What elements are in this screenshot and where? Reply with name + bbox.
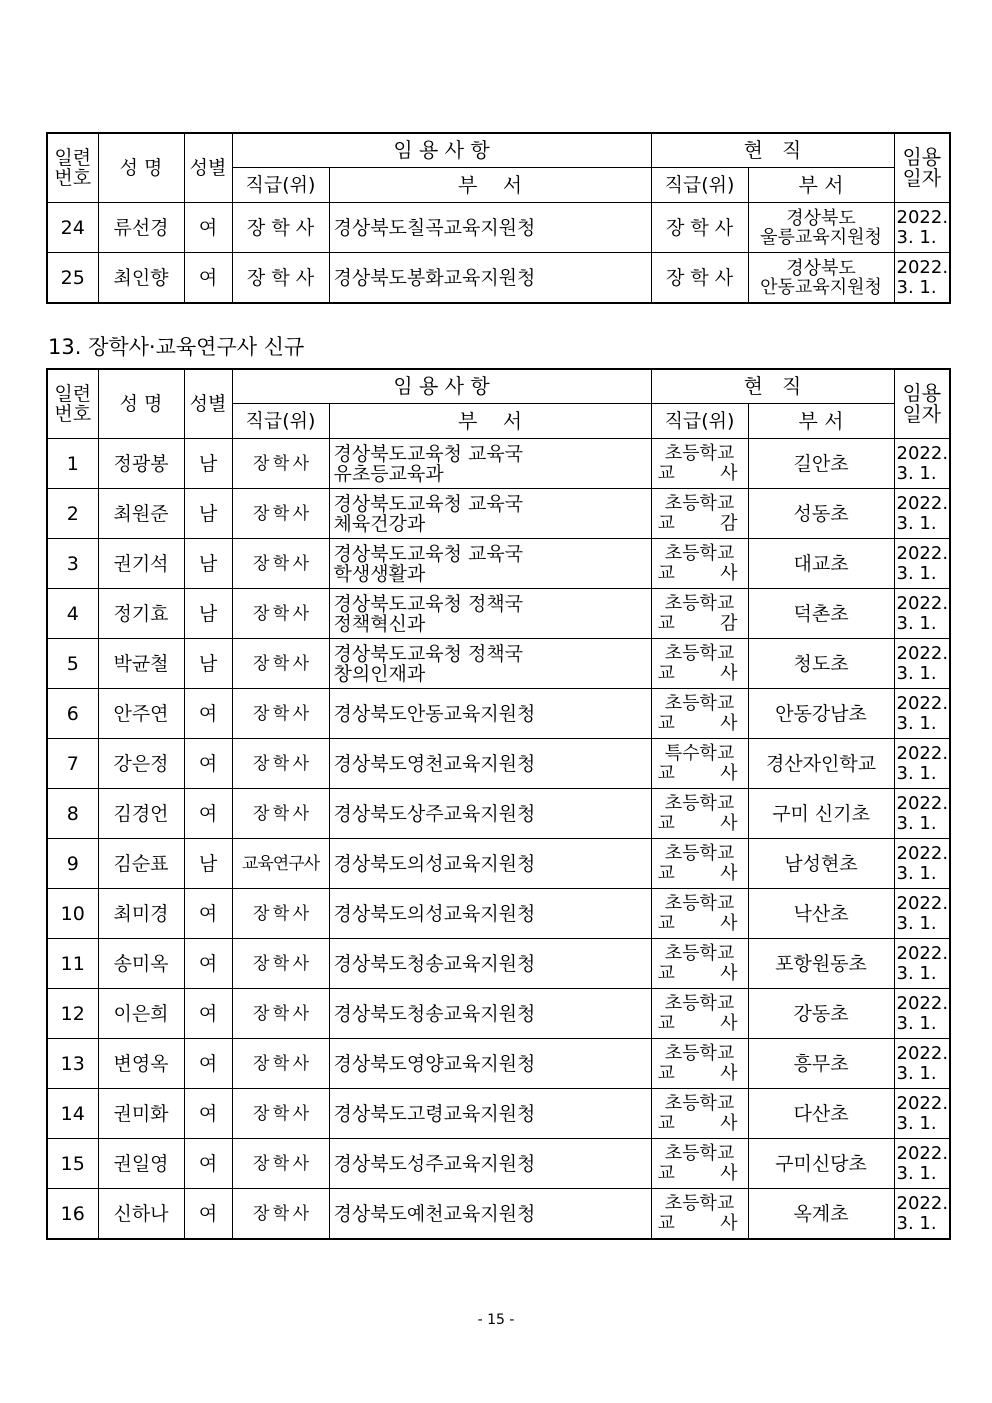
name-cell: 최인향 [98,253,184,304]
header-name: 성 명 [98,133,184,203]
name-cell: 강은정 [98,739,184,789]
cell-line: 2022. [896,206,949,228]
cell-line: 2022. [896,642,949,664]
serial-cell: 5 [47,639,98,689]
cell-line: 초등학교 [664,542,735,564]
dept-cell [329,1039,651,1089]
dept-cell [329,939,651,989]
cur-rank-cell [651,1039,748,1089]
cur-rank-cell [651,839,748,889]
cur-rank-cell [651,1139,748,1189]
cur-dept-cell: 구미 신기초 [748,789,894,839]
cell-line: 학생생활과 [333,562,426,585]
cell-line: 경상북도교육청 교육국 [333,542,524,565]
table-row [47,1139,950,1189]
table2-header [47,369,950,439]
cell-line: 2022. [896,992,949,1014]
header-appointment: 임 용 사 항 [232,133,651,168]
rank-cell: 장 학 사 [232,989,329,1039]
name-cell: 권일영 [98,1139,184,1189]
date-cell [894,839,950,889]
cur-rank-cell [651,689,748,739]
cur-rank-cell [651,1089,748,1139]
dept-cell: 경상북도칠곡교육지원청 [329,203,651,253]
table-row [47,1189,950,1240]
cell-line: 교 사 [657,812,738,834]
cell-line: 정책혁신과 [333,612,426,635]
cell-line: 교 사 [657,1012,738,1034]
table-row [47,439,950,489]
cell-line: 경상북도고령교육지원청 [333,1102,536,1125]
rank-cell: 장 학 사 [232,1189,329,1240]
cur-dept-cell: 남성현초 [748,839,894,889]
cell-line: 3. 1. [896,562,937,584]
cur-rank-cell: 장 학 사 [651,203,748,253]
table1-header [47,133,950,203]
name-cell: 송미옥 [98,939,184,989]
rank-cell: 장 학 사 [232,203,329,253]
dept-cell [329,539,651,589]
cur-dept-cell: 포항원동초 [748,939,894,989]
serial-cell: 3 [47,539,98,589]
cur-dept-cell: 옥계초 [748,1189,894,1240]
rank-cell: 장 학 사 [232,1039,329,1089]
cur-rank-cell [651,739,748,789]
header-rank: 직급(위) [232,168,329,203]
serial-cell: 9 [47,839,98,889]
serial-cell: 1 [47,439,98,489]
cell-line: 2022. [896,1092,949,1114]
cell-line: 창의인재과 [333,662,426,685]
header-cur-dept: 부 서 [748,404,894,439]
rank-cell: 장 학 사 [232,1089,329,1139]
cell-line: 초등학교 [664,692,735,714]
page-number: - 15 - [477,1312,515,1328]
cur-rank-cell [651,539,748,589]
header-serial: 일련 번호 [47,369,98,439]
serial-cell: 6 [47,689,98,739]
serial-cell: 8 [47,789,98,839]
header-serial: 일련 번호 [47,133,98,203]
cell-line: 경상북도청송교육지원청 [333,952,536,975]
name-cell: 정기효 [98,589,184,639]
dept-cell [329,989,651,1039]
cell-line: 3. 1. [896,812,937,834]
name-cell: 변영옥 [98,1039,184,1089]
dept-cell [329,739,651,789]
rank-cell: 장 학 사 [232,539,329,589]
date-cell [894,589,950,639]
header-current: 현 직 [651,133,894,168]
cell-line: 3. 1. [896,912,937,934]
appointment-table-new [46,368,951,1240]
cell-line: 교 사 [657,912,738,934]
cur-dept-cell: 다산초 [748,1089,894,1139]
date-cell [894,489,950,539]
cur-dept-cell: 성동초 [748,489,894,539]
name-cell: 권기석 [98,539,184,589]
date-cell [894,789,950,839]
cell-line: 2022. [896,942,949,964]
cell-line: 경상북도교육청 교육국 [333,442,524,465]
date-cell [894,1039,950,1089]
table-row [47,639,950,689]
dept-cell [329,439,651,489]
date-cell [894,939,950,989]
dept-cell [329,889,651,939]
table-row [47,889,950,939]
name-cell: 안주연 [98,689,184,739]
serial-cell: 14 [47,1089,98,1139]
dept-cell [329,589,651,639]
name-cell: 김경언 [98,789,184,839]
cur-dept-cell [748,253,894,304]
cur-rank-cell [651,439,748,489]
header-rank: 직급(위) [232,404,329,439]
gender-cell: 남 [184,839,232,889]
cell-line: 경상북도예천교육지원청 [333,1202,536,1225]
name-cell: 류선경 [98,203,184,253]
cell-line: 3. 1. [896,762,937,784]
dept-cell [329,1139,651,1189]
dept-cell [329,639,651,689]
cell-line: 교 감 [657,512,738,534]
date-cell [894,1089,950,1139]
cell-line: 교 사 [657,862,738,884]
dept-cell [329,689,651,739]
cell-line: 초등학교 [664,1092,735,1114]
date-cell [894,203,950,253]
cell-line: 3. 1. [896,1012,937,1034]
cell-line: 3. 1. [896,1162,937,1184]
date-cell [894,689,950,739]
cell-line: 경상북도영양교육지원청 [333,1052,536,1075]
cur-rank-cell [651,639,748,689]
header-date: 임용 일자 [894,369,950,439]
cell-line: 초등학교 [664,892,735,914]
dept-cell [329,1189,651,1240]
rank-cell: 장 학 사 [232,689,329,739]
gender-cell: 남 [184,439,232,489]
rank-cell: 장 학 사 [232,589,329,639]
cell-line: 울릉교육지원청 [760,226,882,248]
cell-line: 경상북도교육청 정책국 [333,592,524,615]
cell-line: 교 사 [657,662,738,684]
date-cell [894,1189,950,1240]
cell-line: 2022. [896,842,949,864]
serial-cell: 25 [47,253,98,304]
cell-line: 2022. [896,1042,949,1064]
table-row [47,939,950,989]
cell-line: 교 사 [657,462,738,484]
cell-line: 교 사 [657,762,738,784]
header-cur-rank: 직급(위) [651,168,748,203]
cell-line: 경상북도의성교육지원청 [333,852,536,875]
gender-cell: 여 [184,1089,232,1139]
serial-cell: 2 [47,489,98,539]
table-row [47,253,950,304]
gender-cell: 여 [184,889,232,939]
gender-cell: 여 [184,939,232,989]
table2-body [47,439,950,1240]
cell-line: 2022. [896,542,949,564]
cell-line: 3. 1. [896,226,937,248]
cur-rank-cell [651,989,748,1039]
appointment-table-continued [46,132,951,304]
name-cell: 김순표 [98,839,184,889]
cur-dept-cell: 낙산초 [748,889,894,939]
header-gender: 성별 [184,133,232,203]
dept-cell: 경상북도봉화교육지원청 [329,253,651,304]
date-cell [894,639,950,689]
cell-line: 교 사 [657,1212,738,1234]
name-cell: 정광봉 [98,439,184,489]
gender-cell: 여 [184,789,232,839]
cell-line: 초등학교 [664,942,735,964]
serial-cell: 7 [47,739,98,789]
cell-line: 2022. [896,256,949,278]
cell-line: 2022. [896,1142,949,1164]
table-row [47,203,950,253]
cell-line: 유초등교육과 [333,462,444,485]
rank-cell: 장 학 사 [232,439,329,489]
cell-line: 교 사 [657,962,738,984]
cell-line: 특수학교 [664,742,735,764]
cur-dept-cell [748,203,894,253]
cell-line: 2022. [896,892,949,914]
cell-line: 3. 1. [896,1112,937,1134]
name-cell: 이은희 [98,989,184,1039]
dept-cell [329,789,651,839]
gender-cell: 여 [184,739,232,789]
date-cell [894,253,950,304]
dept-cell [329,1089,651,1139]
gender-cell: 여 [184,1189,232,1240]
cell-line: 경상북도성주교육지원청 [333,1152,536,1175]
cur-dept-cell: 덕촌초 [748,589,894,639]
cell-line: 2022. [896,442,949,464]
cell-line: 교 사 [657,1062,738,1084]
cur-dept-cell: 안동강남초 [748,689,894,739]
rank-cell: 장 학 사 [232,939,329,989]
name-cell: 최미경 [98,889,184,939]
cell-line: 초등학교 [664,492,735,514]
rank-cell: 장 학 사 [232,789,329,839]
table-row [47,489,950,539]
cell-line: 경상북도청송교육지원청 [333,1002,536,1025]
cur-dept-cell: 구미신당초 [748,1139,894,1189]
cell-line: 교 사 [657,562,738,584]
cell-line: 초등학교 [664,592,735,614]
header-cur-rank: 직급(위) [651,404,748,439]
table1-body [47,203,950,304]
cell-line: 2022. [896,592,949,614]
cur-dept-cell: 경산자인학교 [748,739,894,789]
serial-cell: 16 [47,1189,98,1240]
name-cell: 권미화 [98,1089,184,1139]
name-cell: 박균철 [98,639,184,689]
cur-dept-cell: 대교초 [748,539,894,589]
table-row [47,689,950,739]
serial-cell: 10 [47,889,98,939]
date-cell [894,439,950,489]
serial-cell: 11 [47,939,98,989]
gender-cell: 여 [184,1039,232,1089]
table-row [47,589,950,639]
cur-rank-cell [651,489,748,539]
cell-line: 교 사 [657,712,738,734]
gender-cell: 남 [184,489,232,539]
cell-line: 3. 1. [896,276,937,298]
cell-line: 경상북도안동교육지원청 [333,702,536,725]
cell-line: 초등학교 [664,1042,735,1064]
cur-dept-cell: 흥무초 [748,1039,894,1089]
section-heading: 13. 장학사·교육연구사 신규 [48,335,305,359]
rank-cell: 장 학 사 [232,489,329,539]
gender-cell: 남 [184,639,232,689]
gender-cell: 여 [184,203,232,253]
cell-line: 3. 1. [896,1062,937,1084]
cur-rank-cell [651,939,748,989]
cell-line: 교 감 [657,612,738,634]
cell-line: 경상북도교육청 정책국 [333,642,524,665]
header-cur-dept: 부 서 [748,168,894,203]
rank-cell: 장 학 사 [232,253,329,304]
cell-line: 3. 1. [896,712,937,734]
date-cell [894,739,950,789]
cell-line: 초등학교 [664,992,735,1014]
serial-cell: 13 [47,1039,98,1089]
date-cell [894,1139,950,1189]
cell-line: 경상북도교육청 교육국 [333,492,524,515]
cell-line: 2022. [896,492,949,514]
header-appointment: 임 용 사 항 [232,369,651,404]
cell-line: 2022. [896,1192,949,1214]
cell-line: 초등학교 [664,442,735,464]
cell-line: 교 사 [657,1112,738,1134]
gender-cell: 남 [184,539,232,589]
table-row [47,789,950,839]
cell-line: 3. 1. [896,462,937,484]
rank-cell: 장 학 사 [232,639,329,689]
rank-cell: 장 학 사 [232,739,329,789]
date-cell [894,539,950,589]
header-current: 현 직 [651,369,894,404]
header-dept: 부 서 [329,404,651,439]
name-cell: 신하나 [98,1189,184,1240]
date-cell [894,889,950,939]
cur-dept-cell: 강동초 [748,989,894,1039]
serial-cell: 12 [47,989,98,1039]
table-row [47,1039,950,1089]
cur-rank-cell: 장 학 사 [651,253,748,304]
header-date: 임용 일자 [894,133,950,203]
cell-line: 3. 1. [896,862,937,884]
header-name: 성 명 [98,369,184,439]
cell-line: 안동교육지원청 [760,276,882,298]
cell-line: 2022. [896,792,949,814]
serial-cell: 24 [47,203,98,253]
cell-line: 초등학교 [664,842,735,864]
cell-line: 3. 1. [896,662,937,684]
cell-line: 3. 1. [896,962,937,984]
cell-line: 체육건강과 [333,512,426,535]
table-row [47,739,950,789]
cell-line: 경상북도 [786,257,856,279]
gender-cell: 여 [184,1139,232,1189]
cur-dept-cell: 길안초 [748,439,894,489]
gender-cell: 남 [184,589,232,639]
cell-line: 경상북도의성교육지원청 [333,902,536,925]
rank-cell: 교육연구사 [232,839,329,889]
dept-cell [329,839,651,889]
cur-rank-cell [651,589,748,639]
cell-line: 교 사 [657,1162,738,1184]
serial-cell: 15 [47,1139,98,1189]
cur-dept-cell: 청도초 [748,639,894,689]
cur-rank-cell [651,789,748,839]
cell-line: 초등학교 [664,792,735,814]
cell-line: 2022. [896,742,949,764]
header-dept: 부 서 [329,168,651,203]
cur-rank-cell [651,1189,748,1240]
rank-cell: 장 학 사 [232,889,329,939]
table-row [47,989,950,1039]
cell-line: 3. 1. [896,1212,937,1234]
cell-line: 경상북도 [786,207,856,229]
cell-line: 초등학교 [664,1192,735,1214]
gender-cell: 여 [184,989,232,1039]
gender-cell: 여 [184,253,232,304]
cell-line: 2022. [896,692,949,714]
table-row [47,539,950,589]
cell-line: 경상북도상주교육지원청 [333,802,536,825]
rank-cell: 장 학 사 [232,1139,329,1189]
dept-cell [329,489,651,539]
name-cell: 최원준 [98,489,184,539]
cur-rank-cell [651,889,748,939]
header-gender: 성별 [184,369,232,439]
serial-cell: 4 [47,589,98,639]
table-row [47,839,950,889]
table-row [47,1089,950,1139]
cell-line: 경상북도영천교육지원청 [333,752,536,775]
cell-line: 초등학교 [664,642,735,664]
cell-line: 3. 1. [896,512,937,534]
cell-line: 3. 1. [896,612,937,634]
gender-cell: 여 [184,689,232,739]
cell-line: 초등학교 [664,1142,735,1164]
date-cell [894,989,950,1039]
